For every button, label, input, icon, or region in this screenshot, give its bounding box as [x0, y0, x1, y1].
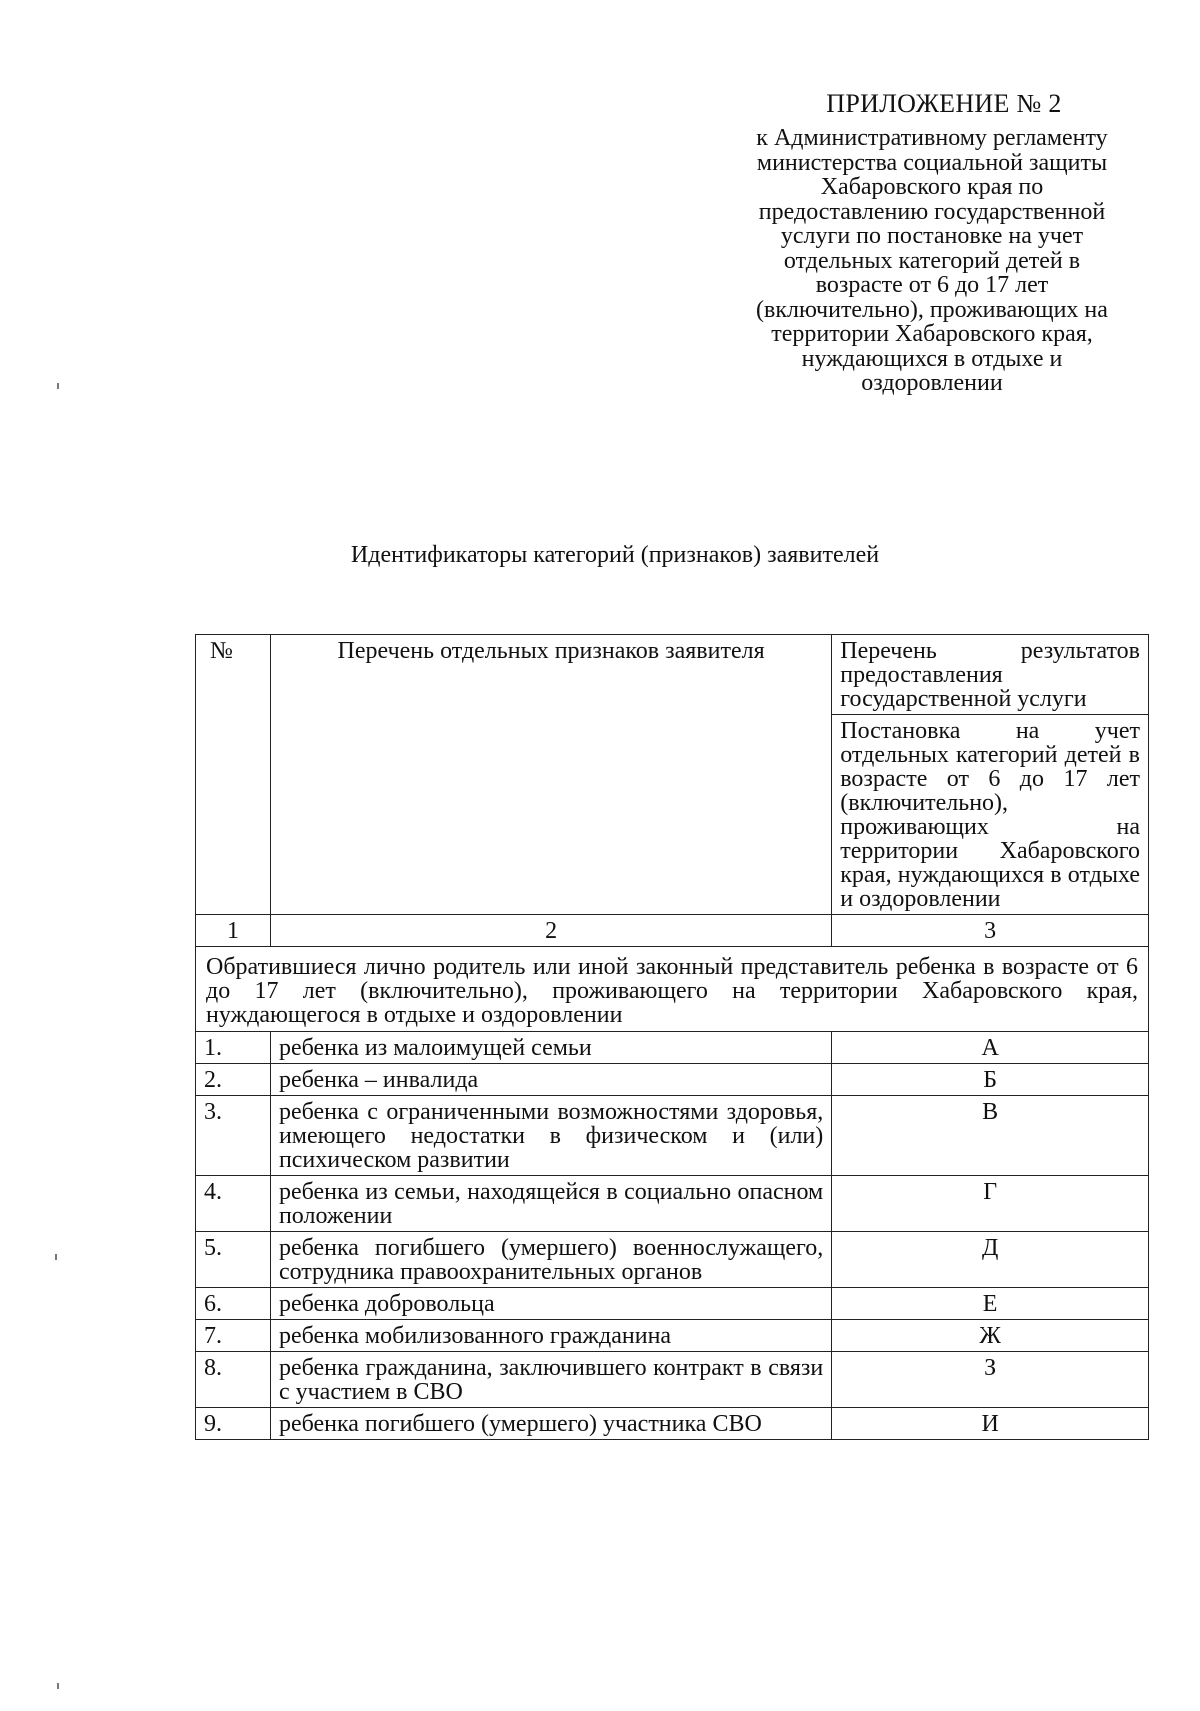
- section-heading: Обратившиеся лично родитель или иной законный представитель ребенка в возрасте от 6 до 17 лет (включительно), проживающего на территории Хабаровского края, нуждающегося в отдыхе и оздоровлении: [196, 947, 1149, 1032]
- table-row: [196, 1288, 1149, 1320]
- row-criterion: ребенка погибшего (умершего) участника СВО: [270, 1408, 831, 1440]
- row-number: 2.: [196, 1064, 271, 1096]
- row-identifier: Д: [832, 1232, 1149, 1288]
- row-identifier: В: [832, 1096, 1149, 1176]
- row-number: 9.: [196, 1408, 271, 1440]
- row-number: 5.: [196, 1232, 271, 1288]
- header-result-1: Постановка на учет отдельных категорий детей в возрасте от 6 до 17 лет (включительно), проживающих на территории Хабаровского края, нуждающихся в отдыхе и оздоровлении: [832, 715, 1149, 915]
- appendix-line: предоставлению государственной: [758, 198, 1106, 225]
- table-header-row: [196, 635, 1149, 715]
- scan-speck: [57, 1683, 59, 1689]
- appendix-line: возрасте от 6 до 17 лет: [815, 272, 1049, 298]
- appendix-block: [712, 88, 1152, 396]
- row-criterion: ребенка из семьи, находящейся в социально опасном положении: [270, 1176, 831, 1232]
- row-criterion: ребенка мобилизованного гражданина: [270, 1320, 831, 1352]
- row-number: 3.: [196, 1096, 271, 1176]
- appendix-line: нуждающихся в отдыхе и: [801, 345, 1063, 372]
- column-number: 2: [270, 915, 831, 947]
- appendix-line: Хабаровского края по: [820, 174, 1044, 200]
- appendix-line: оздоровлении: [861, 370, 1003, 396]
- row-identifier: И: [832, 1408, 1149, 1440]
- row-number: 7.: [196, 1320, 271, 1352]
- table-row: [196, 1064, 1149, 1096]
- row-identifier: З: [832, 1352, 1149, 1408]
- row-criterion: ребенка добровольца: [270, 1288, 831, 1320]
- scan-speck: [57, 383, 59, 389]
- table-row: [196, 1352, 1149, 1408]
- appendix-line: территории Хабаровского края,: [771, 321, 1093, 347]
- row-identifier: Б: [832, 1064, 1149, 1096]
- header-results-group: Перечень результатов предоставления государственной услуги: [832, 635, 1149, 715]
- row-identifier: Ж: [832, 1320, 1149, 1352]
- row-identifier: Г: [832, 1176, 1149, 1232]
- row-number: 4.: [196, 1176, 271, 1232]
- table-row: [196, 1320, 1149, 1352]
- column-number: 3: [832, 915, 1149, 947]
- applicant-categories-table: [195, 634, 1149, 1440]
- row-criterion: ребенка – инвалида: [270, 1064, 831, 1096]
- row-identifier: Е: [832, 1288, 1149, 1320]
- appendix-reference: [712, 126, 1152, 396]
- table-row: [196, 1232, 1149, 1288]
- appendix-title: ПРИЛОЖЕНИЕ № 2: [826, 89, 1062, 118]
- appendix-line: отдельных категорий детей в: [783, 247, 1081, 274]
- appendix-line: министерства социальной защиты: [756, 149, 1108, 176]
- table-row: [196, 1408, 1149, 1440]
- column-number: 1: [196, 915, 271, 947]
- row-number: 8.: [196, 1352, 271, 1408]
- appendix-line: (включительно), проживающих на: [756, 296, 1108, 323]
- appendix-line: к Административному регламенту: [756, 125, 1108, 151]
- row-number: 6.: [196, 1288, 271, 1320]
- scan-speck: [55, 1254, 57, 1260]
- table-row: [196, 1096, 1149, 1176]
- row-identifier: А: [832, 1032, 1149, 1064]
- table-row: [196, 1176, 1149, 1232]
- column-numbers-row: [196, 915, 1149, 947]
- row-criterion: ребенка погибшего (умершего) военнослужащего, сотрудника правоохранительных органов: [270, 1232, 831, 1288]
- row-criterion: ребенка гражданина, заключившего контракт в связи с участием в СВО: [270, 1352, 831, 1408]
- row-criterion: ребенка из малоимущей семьи: [270, 1032, 831, 1064]
- header-criteria: Перечень отдельных признаков заявителя: [270, 635, 831, 915]
- row-criterion: ребенка с ограниченными возможностями здоровья, имеющего недостатки в физическом и (или) психическом развитии: [270, 1096, 831, 1176]
- document-title: Идентификаторы категорий (признаков) заявителей: [350, 542, 880, 568]
- header-num: №: [196, 635, 271, 915]
- row-number: 1.: [196, 1032, 271, 1064]
- table-row: [196, 1032, 1149, 1064]
- section-heading-row: [196, 947, 1149, 1032]
- appendix-line: услуги по постановке на учет: [780, 223, 1084, 249]
